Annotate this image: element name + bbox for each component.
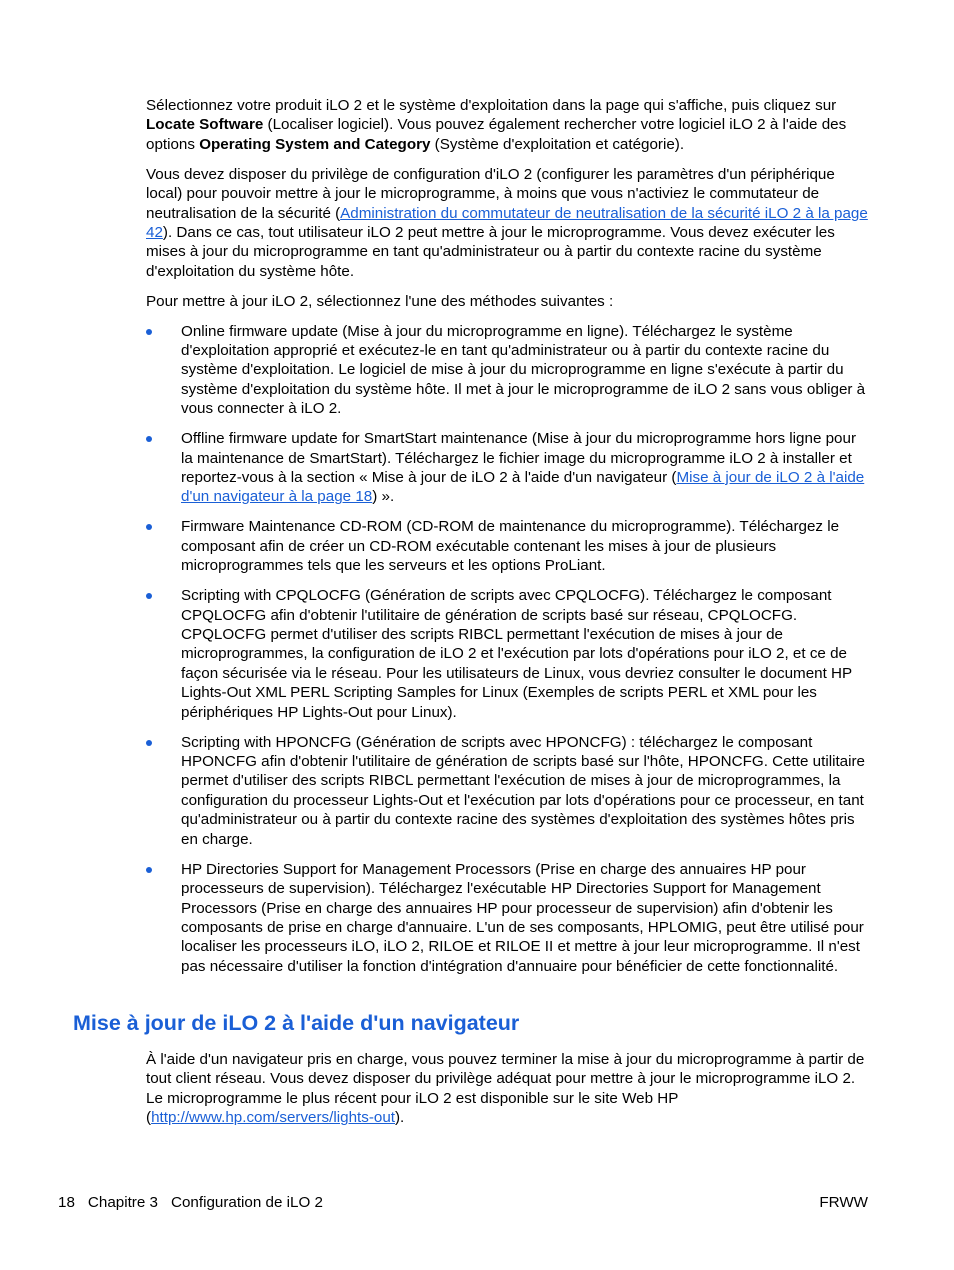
security-override-link[interactable]: Administration du commutateur de neutralisation de la sécurité iLO 2 à la page 42	[146, 204, 868, 241]
text-run: Sélectionnez votre produit iLO 2 et le système d'exploitation dans la page qui s'affiche, puis cliquez sur	[146, 97, 837, 114]
chapter-label: Chapitre 3	[87, 1194, 158, 1211]
section-paragraph	[146, 1050, 870, 1128]
intro-paragraph-1	[146, 96, 870, 154]
text-run: ).	[395, 1109, 405, 1127]
list-item	[146, 517, 870, 575]
list-item-text: HP Directories Support for Management Processors (Prise en charge des annuaires HP pour processeurs de supervision). Téléchargez l'exécutable HP Directories Support for Management Processors (Prise en charge des annuaires HP pour processeur de supervision) afin d'obtenir les composants de prise en charge d'annuaire. L'un de ses composants, HPLOMIG, peut être utilisé pour localiser les processeurs iLO, iLO 2, RILOE et RILOE II et mettre à jour leur microprogramme. Il n'est pas nécessaire d'utiliser la fonction d'intégration d'annuaire pour bénéficier de cette fonctionnalité.	[181, 860, 864, 975]
page-number: 18	[58, 1194, 75, 1211]
list-item	[146, 322, 870, 419]
bullet-icon	[146, 593, 152, 599]
list-item	[146, 429, 870, 507]
list-item	[146, 586, 870, 722]
main-content	[146, 96, 870, 987]
bullet-icon	[146, 740, 152, 746]
text-run: (Système d'exploitation et catégorie).	[430, 135, 685, 153]
chapter-title: Configuration de iLO 2	[170, 1194, 323, 1211]
os-category-label: Operating System and Category	[199, 135, 431, 153]
footer-left	[58, 1193, 868, 1212]
list-item-text: Offline firmware update for SmartStart maintenance (Mise à jour du microprogramme hors ligne pour la maintenance de SmartStart). Téléchargez le fichier image du microprogramme iLO 2 à installer et reportez-vous à la section « Mise à jour de iLO 2 à l'aide d'un navigateur (	[181, 430, 857, 486]
section-body	[146, 1050, 870, 1138]
footer-code: FRWW	[819, 1194, 868, 1211]
intro-paragraph-2	[146, 165, 870, 281]
update-methods-list	[146, 322, 870, 977]
page-footer	[58, 1193, 868, 1212]
bullet-icon	[146, 329, 152, 335]
hp-lights-out-link[interactable]: http://www.hp.com/servers/lights-out	[151, 1109, 395, 1127]
locate-software-label: Locate Software	[146, 116, 264, 134]
text-run: ). Dans ce cas, tout utilisateur iLO 2 peut mettre à jour le microprogramme. Vous devez exécuter les mises à jour du microprogramme en tant qu'administrateur ou à partir du contexte racine du système d'exploitation du système hôte.	[146, 223, 835, 280]
bullet-icon	[146, 436, 152, 442]
text-run: À l'aide d'un navigateur pris en charge, vous pouvez terminer la mise à jour du microprogramme à partir de tout client réseau. Vous devez disposer du privilège adéquat pour mettre à jour le microprogramme iLO 2. Le microprogramme le plus récent pour iLO 2 est disponible sur le site Web HP (	[146, 1051, 865, 1127]
list-item-text: Online firmware update (Mise à jour du microprogramme en ligne). Téléchargez le système d'exploitation approprié et exécutez-le en tant qu'administrateur ou à partir du contexte racine du système d'exploitation. Le logiciel de mise à jour du microprogramme en ligne s'exécute à partir du système d'exploitation du système hôte. Il met à jour le microprogramme de iLO 2 sans vous obliger à vous connecter à iLO 2.	[181, 322, 866, 418]
list-item	[146, 733, 870, 849]
section-heading: Mise à jour de iLO 2 à l'aide d'un navigateur	[73, 1011, 520, 1035]
list-item-text: ) ».	[372, 488, 395, 506]
list-item-text: Scripting with CPQLOCFG (Génération de scripts avec CPQLOCFG). Téléchargez le composant CPQLOCFG afin d'obtenir l'utilitaire de génération de scripts basé sur réseau, CPQLOCFG. CPQLOCFG permet d'utiliser des scripts RIBCL permettant l'exécution de mises à jour de microprogrammes, la configuration de iLO 2 et l'exécution par lots d'opérations pour iLO 2, et ce de façon sécurisée via le réseau. Pour les utilisateurs de Linux, vous devriez consulter le document HP Lights-Out XML PERL Scripting Samples for Linux (Exemples de scripts PERL et XML pour les périphériques HP Lights-Out pour Linux).	[181, 587, 852, 721]
text-run: Vous devez disposer du privilège de configuration d'iLO 2 (configurer les paramètres d'un périphérique local) pour pouvoir mettre à jour le microprogramme, à moins que vous n'activiez le commutateur de neutralisation de la sécurité (	[146, 165, 835, 222]
list-item	[146, 860, 870, 976]
list-item-text: Firmware Maintenance CD-ROM (CD-ROM de maintenance du microprogramme). Téléchargez le composant afin de créer un CD-ROM exécutable contenant les mises à jour de plusieurs microprogrammes tels que les serveurs et les options ProLiant.	[181, 518, 840, 575]
bullet-icon	[146, 524, 152, 530]
text-run: (Localiser logiciel). Vous pouvez également rechercher votre logiciel iLO 2 à l'aide des options	[146, 116, 847, 153]
browser-update-link[interactable]: Mise à jour de iLO 2 à l'aide d'un navigateur à la page 18	[181, 469, 865, 506]
list-item-text: Scripting with HPONCFG (Génération de scripts avec HPONCFG) : téléchargez le composant HPONCFG afin d'obtenir l'utilitaire de génération de scripts basé sur l'hôte, HPONCFG. Cette utilitaire permet d'utiliser des scripts RIBCL permettant l'exécution de mises à jour de microprogrammes, la configuration du processeur Lights-Out et l'exécution par lots d'opérations pour ce processeur, en tant qu'administrateur ou à partir du contexte racine des systèmes d'exploitation des systèmes hôtes pris en charge.	[181, 733, 865, 848]
intro-paragraph-3: Pour mettre à jour iLO 2, sélectionnez l'une des méthodes suivantes :	[146, 292, 614, 310]
bullet-icon	[146, 867, 152, 873]
